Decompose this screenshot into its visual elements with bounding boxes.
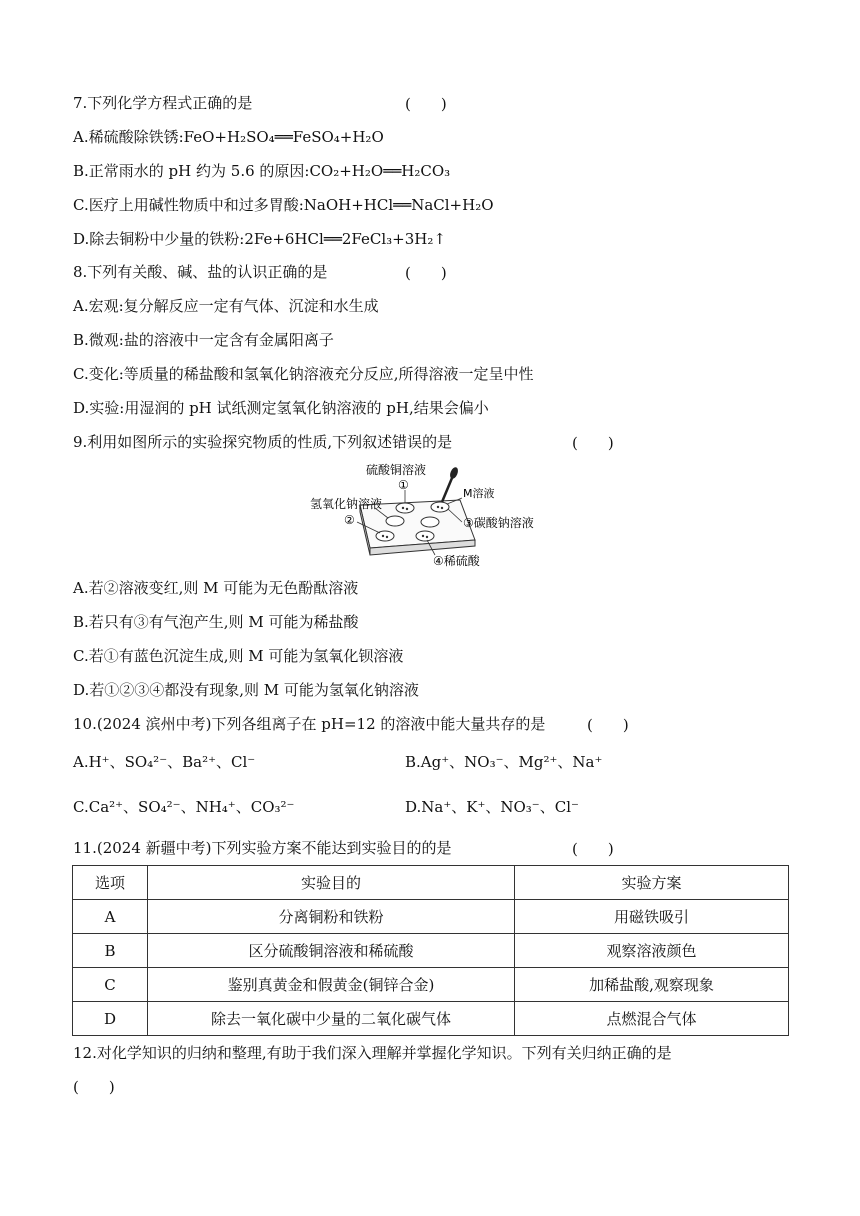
- label-well-2: ②: [344, 513, 355, 527]
- label-cuso4: 硫酸铜溶液: [366, 463, 427, 477]
- q7-option-a: A.稀硫酸除铁锈:FeO+H₂SO₄══FeSO₄+H₂O: [73, 128, 384, 146]
- table-row: [73, 900, 789, 934]
- q11-stem: 11.(2024 新疆中考)下列实验方案不能达到实验目的的是: [73, 839, 452, 857]
- q10-option-c: C.Ca²⁺、SO₄²⁻、NH₄⁺、CO₃²⁻: [73, 798, 295, 816]
- header-plan: 实验方案: [515, 866, 789, 900]
- q10-stem: 10.(2024 滨州中考)下列各组离子在 pH=12 的溶液中能大量共存的是: [73, 715, 546, 733]
- q10-option-b: B.Ag⁺、NO₃⁻、Mg²⁺、Na⁺: [405, 753, 603, 771]
- table-row: [73, 968, 789, 1002]
- dropper-bulb: [449, 466, 460, 480]
- q8-option-b: B.微观:盐的溶液中一定含有金属阳离子: [73, 331, 334, 349]
- row-purpose: 鉴别真黄金和假黄金(铜锌合金): [148, 968, 515, 1002]
- table-row: [73, 1002, 789, 1036]
- q8-option-c: C.变化:等质量的稀盐酸和氢氧化钠溶液充分反应,所得溶液一定呈中性: [73, 365, 534, 383]
- row-plan: 用磁铁吸引: [515, 900, 789, 934]
- q9-option-c: C.若①有蓝色沉淀生成,则 M 可能为氢氧化钡溶液: [73, 647, 404, 665]
- row-plan: 观察溶液颜色: [515, 934, 789, 968]
- spot-plate-figure: [300, 460, 560, 575]
- row-option: B: [73, 934, 148, 968]
- q9-answer-paren: ( ): [572, 434, 614, 452]
- label-na2co3: ③碳酸钠溶液: [463, 516, 534, 530]
- header-purpose: 实验目的: [148, 866, 515, 900]
- q7-stem: 7.下列化学方程式正确的是: [73, 94, 253, 112]
- row-purpose: 分离铜粉和铁粉: [148, 900, 515, 934]
- q7-option-b: B.正常雨水的 pH 约为 5.6 的原因:CO₂+H₂O══H₂CO₃: [73, 162, 451, 180]
- well-4: [416, 531, 434, 541]
- label-m-solution: M溶液: [463, 487, 495, 500]
- row-option: D: [73, 1002, 148, 1036]
- q7-option-d: D.除去铜粉中少量的铁粉:2Fe+6HCl══2FeCl₃+3H₂↑: [73, 230, 446, 248]
- q7-answer-paren: ( ): [405, 95, 447, 113]
- row-option: A: [73, 900, 148, 934]
- q8-stem: 8.下列有关酸、碱、盐的认识正确的是: [73, 263, 328, 281]
- well-3: [431, 502, 449, 512]
- q10-answer-paren: ( ): [587, 716, 629, 734]
- q9-stem: 9.利用如图所示的实验探究物质的性质,下列叙述错误的是: [73, 433, 453, 451]
- row-purpose: 除去一氧化碳中少量的二氧化碳气体: [148, 1002, 515, 1036]
- row-plan: 点燃混合气体: [515, 1002, 789, 1036]
- row-plan: 加稀盐酸,观察现象: [515, 968, 789, 1002]
- q9-option-a: A.若②溶液变红,则 M 可能为无色酚酞溶液: [73, 579, 359, 597]
- q8-option-d: D.实验:用湿润的 pH 试纸测定氢氧化钠溶液的 pH,结果会偏小: [73, 399, 489, 417]
- q11-table: [72, 865, 789, 1036]
- table-header-row: [73, 866, 789, 900]
- q10-option-a: A.H⁺、SO₄²⁻、Ba²⁺、Cl⁻: [73, 753, 256, 771]
- dropper-tube: [442, 478, 452, 502]
- header-option: 选项: [73, 866, 148, 900]
- well-mid: [421, 517, 439, 527]
- label-naoh: 氢氧化钠溶液: [310, 497, 383, 511]
- q8-option-a: A.宏观:复分解反应一定有气体、沉淀和水生成: [73, 297, 379, 315]
- q9-option-b: B.若只有③有气泡产生,则 M 可能为稀盐酸: [73, 613, 359, 631]
- q11-answer-paren: ( ): [572, 840, 614, 858]
- table-row: [73, 934, 789, 968]
- row-option: C: [73, 968, 148, 1002]
- q12-stem: 12.对化学知识的归纳和整理,有助于我们深入理解并掌握化学知识。下列有关归纳正确的是: [73, 1044, 672, 1062]
- q9-option-d: D.若①②③④都没有现象,则 M 可能为氢氧化钠溶液: [73, 681, 419, 699]
- well-top-left: [386, 516, 404, 526]
- row-purpose: 区分硫酸铜溶液和稀硫酸: [148, 934, 515, 968]
- q7-option-c: C.医疗上用碱性物质中和过多胃酸:NaOH+HCl══NaCl+H₂O: [73, 196, 494, 214]
- label-well-1: ①: [398, 478, 409, 492]
- q12-answer-paren: ( ): [73, 1078, 115, 1096]
- label-h2so4: ④稀硫酸: [433, 554, 480, 568]
- q8-answer-paren: ( ): [405, 264, 447, 282]
- well-1: [396, 503, 414, 513]
- spot-plate-diagram: [300, 460, 560, 575]
- q10-option-d: D.Na⁺、K⁺、NO₃⁻、Cl⁻: [405, 798, 579, 816]
